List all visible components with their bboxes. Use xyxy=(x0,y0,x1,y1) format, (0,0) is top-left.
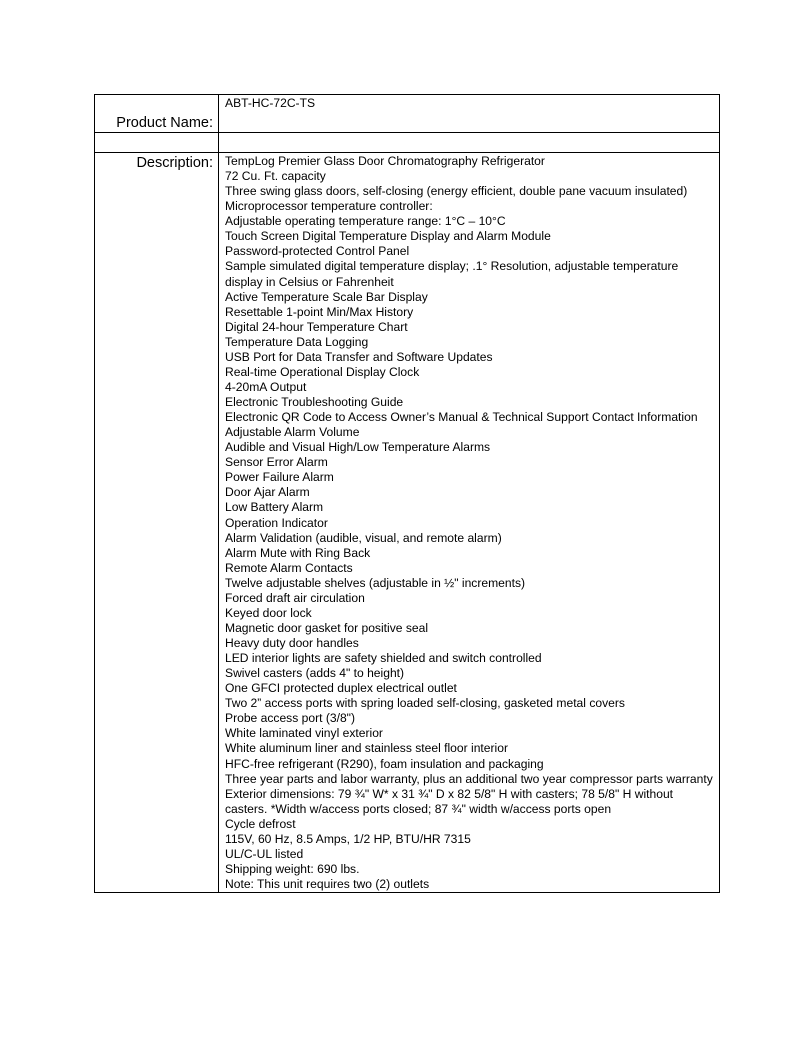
description-item: Heavy duty door handles xyxy=(225,636,359,650)
description-item: Keyed door lock xyxy=(225,605,312,620)
description-item: Forced draft air circulation xyxy=(225,590,365,605)
description-item: Temperature Data Logging xyxy=(225,334,369,349)
spacer-row xyxy=(95,133,720,153)
description-item: Touch Screen Digital Temperature Display and Alarm Module xyxy=(225,229,551,244)
description-item: Electronic Troubleshooting Guide xyxy=(225,395,404,409)
description-item: TempLog Premier Glass Door Chromatography Refrigerator xyxy=(225,154,545,168)
description-item: Exterior dimensions: 79 ¾" W* x 31 ¾" D x 82 5/8" H with casters; 78 5/8" H without casters. *Width w/access ports closed; 87 ¾" width w/access ports open xyxy=(225,786,674,816)
spacer-cell-value xyxy=(219,133,720,153)
product-name-label: Product Name: xyxy=(95,95,219,133)
description-item: Door Ajar Alarm xyxy=(225,485,310,500)
description-item: Adjustable operating temperature range: 1°C – 10°C xyxy=(225,214,506,229)
spacer-cell-label xyxy=(95,133,219,153)
description-item: Swivel casters (adds 4" to height) xyxy=(225,666,405,681)
description-item: UL/C-UL listed xyxy=(225,846,304,861)
description-item: USB Port for Data Transfer and Software Updates xyxy=(225,349,493,364)
description-label: Description: xyxy=(95,153,219,893)
description-item: Three year parts and labor warranty, plus an additional two year compressor parts warranty xyxy=(225,771,713,786)
description-item: Two 2” access ports with spring loaded self-closing, gasketed metal covers xyxy=(225,696,625,711)
product-name-value: ABT-HC-72C-TS xyxy=(219,95,720,133)
description-item: Microprocessor temperature controller: xyxy=(225,199,433,214)
description-item: LED interior lights are safety shielded and switch controlled xyxy=(225,651,542,666)
description-item: Sample simulated digital temperature display; .1° Resolution, adjustable temperature display in Celsius or Fahrenheit xyxy=(225,259,679,289)
description-item: Sensor Error Alarm xyxy=(225,455,328,470)
description-item: Operation Indicator xyxy=(225,515,328,530)
product-spec-table xyxy=(94,94,720,893)
description-item: Twelve adjustable shelves (adjustable in ½" increments) xyxy=(225,575,526,590)
description-item: Probe access port (3/8") xyxy=(225,711,355,726)
description-item: Remote Alarm Contacts xyxy=(225,560,353,575)
description-item: Active Temperature Scale Bar Display xyxy=(225,289,428,304)
description-item: Low Battery Alarm xyxy=(225,500,324,515)
product-name-row xyxy=(95,95,720,133)
description-item: 4-20mA Output xyxy=(225,379,307,394)
description-row xyxy=(95,153,720,893)
description-item: Resettable 1-point Min/Max History xyxy=(225,304,414,319)
description-item: Digital 24-hour Temperature Chart xyxy=(225,319,408,334)
description-item: 72 Cu. Ft. capacity xyxy=(225,169,326,184)
description-item: Shipping weight: 690 lbs. xyxy=(225,861,360,876)
description-item: Adjustable Alarm Volume xyxy=(225,425,360,440)
description-item: Power Failure Alarm xyxy=(225,470,334,485)
description-item: Magnetic door gasket for positive seal xyxy=(225,620,429,635)
description-item: 115V, 60 Hz, 8.5 Amps, 1/2 HP, BTU/HR 7315 xyxy=(225,831,471,846)
description-item: Cycle defrost xyxy=(225,816,296,831)
description-item: Alarm Validation (audible, visual, and remote alarm) xyxy=(225,530,502,545)
description-item: White aluminum liner and stainless steel floor interior xyxy=(225,741,508,756)
description-item: Three swing glass doors, self-closing (energy efficient, double pane vacuum insulated) xyxy=(225,184,688,199)
description-item: Electronic QR Code to Access Owner’s Manual & Technical Support Contact Information xyxy=(225,410,698,425)
description-value xyxy=(219,153,720,893)
description-item: White laminated vinyl exterior xyxy=(225,726,383,741)
description-list xyxy=(225,154,715,892)
description-item: Password-protected Control Panel xyxy=(225,244,410,259)
description-item: HFC-free refrigerant (R290), foam insulation and packaging xyxy=(225,756,544,771)
description-item: Real-time Operational Display Clock xyxy=(225,364,420,379)
description-item: Audible and Visual High/Low Temperature Alarms xyxy=(225,440,491,455)
description-item: One GFCI protected duplex electrical outlet xyxy=(225,681,457,696)
description-item: Note: This unit requires two (2) outlets xyxy=(225,877,430,891)
description-item: Alarm Mute with Ring Back xyxy=(225,545,371,560)
